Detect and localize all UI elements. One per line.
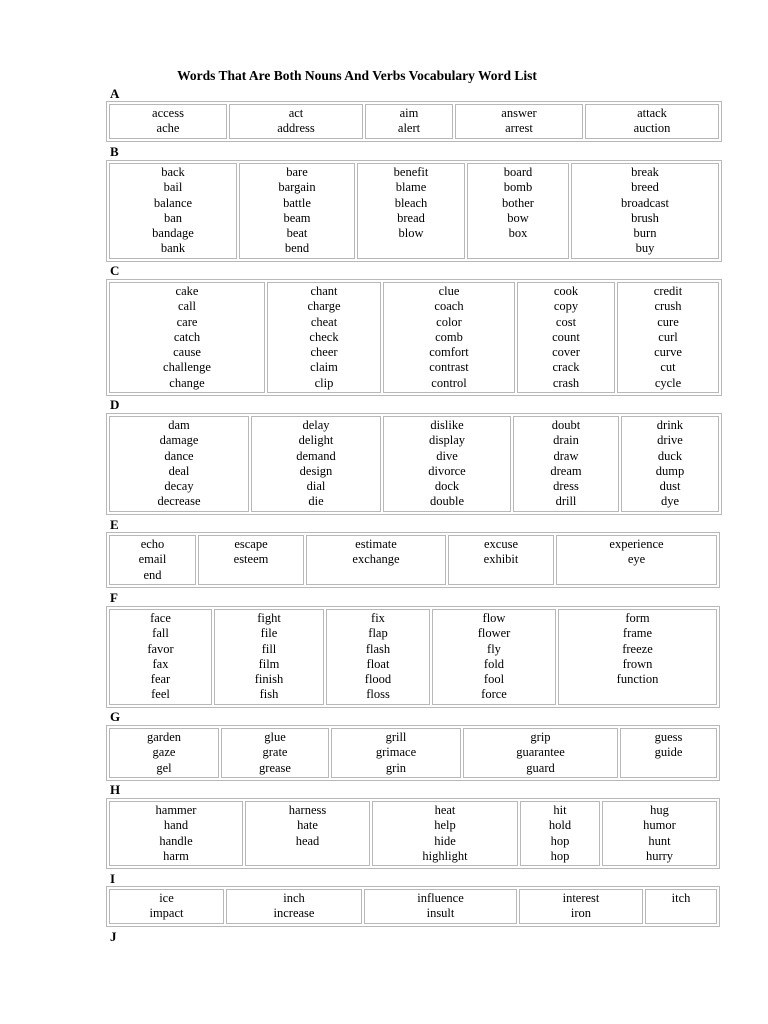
word: hate xyxy=(297,818,318,833)
word-cell xyxy=(267,282,381,393)
word: feel xyxy=(151,687,170,702)
word: echo xyxy=(140,537,165,551)
word: demand xyxy=(296,448,336,463)
word: contrast xyxy=(429,360,469,375)
word-cell xyxy=(226,889,362,924)
word: fish xyxy=(259,687,279,702)
word: beat xyxy=(286,226,308,241)
word: copy xyxy=(553,299,579,314)
word: ice xyxy=(159,891,174,905)
word: delay xyxy=(302,418,330,432)
word: aim xyxy=(399,106,419,120)
word: impact xyxy=(149,906,184,921)
word: change xyxy=(169,375,205,390)
word: bargain xyxy=(278,180,316,195)
word-cell xyxy=(585,104,719,139)
word: clip xyxy=(314,375,334,390)
word: escape xyxy=(234,537,268,551)
word: eye xyxy=(627,552,646,567)
word-cell xyxy=(571,163,719,259)
word: draw xyxy=(553,448,579,463)
word: credit xyxy=(653,284,683,298)
word: benefit xyxy=(393,165,429,179)
word: blame xyxy=(395,180,427,195)
word: care xyxy=(176,314,198,329)
word: flap xyxy=(368,626,388,641)
word-cell xyxy=(109,282,265,393)
word: hand xyxy=(163,818,189,833)
word: heat xyxy=(434,803,456,817)
word: break xyxy=(631,165,659,179)
word: hop xyxy=(550,833,570,848)
word: gaze xyxy=(152,745,176,760)
word: insult xyxy=(426,906,455,921)
word-cell xyxy=(364,889,517,924)
word-cell xyxy=(198,535,304,585)
word: fax xyxy=(152,656,169,671)
word: hit xyxy=(553,803,567,817)
word: drill xyxy=(555,494,577,509)
word: freeze xyxy=(622,641,653,656)
section-letter-i: I xyxy=(110,871,116,886)
word: deal xyxy=(168,463,190,478)
word-cell xyxy=(463,728,618,778)
word: hide xyxy=(434,833,456,848)
word: bend xyxy=(284,241,310,256)
section-letter-e: E xyxy=(110,517,119,532)
word: bank xyxy=(160,241,186,256)
word-table-f xyxy=(106,606,720,708)
word: grate xyxy=(262,745,288,760)
section-letter-b: B xyxy=(110,144,119,159)
word: grease xyxy=(259,760,291,775)
word-cell xyxy=(214,609,324,705)
table-row xyxy=(109,889,717,924)
word-cell xyxy=(372,801,518,866)
word: hug xyxy=(650,803,669,817)
word: display xyxy=(428,433,466,448)
word-cell xyxy=(602,801,717,866)
word: dock xyxy=(434,479,460,494)
word-cell xyxy=(520,801,600,866)
word: bow xyxy=(507,210,529,225)
word: drive xyxy=(657,433,683,448)
word: file xyxy=(260,626,278,641)
word: damage xyxy=(159,433,199,448)
word: guarantee xyxy=(516,745,565,760)
word-cell xyxy=(326,609,430,705)
word-cell xyxy=(621,416,719,512)
word: board xyxy=(503,165,533,179)
word: access xyxy=(152,106,184,120)
word: control xyxy=(431,375,467,390)
word: dress xyxy=(553,479,579,494)
word: bandage xyxy=(152,226,194,241)
word-cell xyxy=(556,535,717,585)
word-cell xyxy=(245,801,370,866)
word-table-c xyxy=(106,279,722,396)
word: fool xyxy=(483,672,505,687)
word: glue xyxy=(264,730,286,744)
section-letter-c: C xyxy=(110,263,120,278)
word: form xyxy=(625,611,650,625)
word: flow xyxy=(482,611,506,625)
word: exhibit xyxy=(483,552,519,567)
word-cell xyxy=(109,609,212,705)
word: email xyxy=(138,552,167,567)
word-cell xyxy=(383,282,515,393)
word: guard xyxy=(526,760,555,775)
word: ache xyxy=(156,121,180,136)
word: fight xyxy=(257,611,281,625)
section-letter-f: F xyxy=(110,590,118,605)
word-cell xyxy=(383,416,511,512)
table-row xyxy=(109,609,717,705)
word: answer xyxy=(501,106,537,120)
word-cell xyxy=(229,104,363,139)
word-cell xyxy=(645,889,717,924)
word: bare xyxy=(286,165,308,179)
word-cell xyxy=(519,889,643,924)
word-cell xyxy=(432,609,556,705)
word: check xyxy=(309,329,339,344)
word: bread xyxy=(397,210,425,225)
word: clue xyxy=(438,284,460,298)
word: iron xyxy=(570,906,592,921)
word: drink xyxy=(656,418,684,432)
section-letter-h: H xyxy=(110,782,121,797)
word: doubt xyxy=(551,418,581,432)
word: fill xyxy=(261,641,277,656)
word: count xyxy=(552,329,580,344)
word: inch xyxy=(283,891,305,905)
word: balance xyxy=(153,195,193,210)
word: cover xyxy=(552,345,580,360)
word: flood xyxy=(364,672,392,687)
word: flower xyxy=(477,626,511,641)
word: cheer xyxy=(310,345,338,360)
word-cell xyxy=(331,728,461,778)
word: cheat xyxy=(310,314,338,329)
word: estimate xyxy=(355,537,397,551)
word: float xyxy=(366,656,390,671)
word-cell xyxy=(448,535,554,585)
word: harness xyxy=(288,803,327,817)
word: highlight xyxy=(422,848,468,863)
word-table-g xyxy=(106,725,720,781)
word: curl xyxy=(658,329,678,344)
word: hold xyxy=(548,818,572,833)
word: dial xyxy=(306,479,326,494)
word: dam xyxy=(168,418,190,432)
word-cell xyxy=(620,728,717,778)
table-row xyxy=(109,801,717,866)
word: divorce xyxy=(428,463,466,478)
word: hammer xyxy=(155,803,197,817)
word-cell xyxy=(365,104,453,139)
word: gel xyxy=(156,760,172,775)
word: die xyxy=(308,494,324,509)
word: influence xyxy=(417,891,464,905)
word-table-b xyxy=(106,160,722,262)
word: design xyxy=(299,463,333,478)
word-cell xyxy=(109,416,249,512)
word: blow xyxy=(398,226,424,241)
word-cell xyxy=(109,104,227,139)
word: beam xyxy=(283,210,311,225)
word: garden xyxy=(146,730,181,744)
word: increase xyxy=(273,906,315,921)
word: end xyxy=(143,567,162,582)
word: brush xyxy=(631,210,659,225)
word: floss xyxy=(366,687,390,702)
section-letter-d: D xyxy=(110,397,120,412)
word: duck xyxy=(657,448,683,463)
word-cell xyxy=(109,163,237,259)
table-row xyxy=(109,728,717,778)
word: bother xyxy=(502,195,534,210)
word: crush xyxy=(654,299,682,314)
word: cut xyxy=(660,360,676,375)
word: head xyxy=(295,833,320,848)
word: hunt xyxy=(648,833,671,848)
word-cell xyxy=(467,163,569,259)
word: double xyxy=(429,494,465,509)
word: bail xyxy=(163,180,183,195)
word: function xyxy=(616,672,659,687)
word: esteem xyxy=(233,552,269,567)
table-row xyxy=(109,104,719,139)
word-cell xyxy=(109,728,219,778)
word-table-h xyxy=(106,798,720,869)
word: cause xyxy=(173,345,201,360)
word: exchange xyxy=(352,552,400,567)
table-row xyxy=(109,163,719,259)
word: fall xyxy=(152,626,169,641)
word: force xyxy=(481,687,507,702)
word: crack xyxy=(552,360,580,375)
word: fix xyxy=(371,611,385,625)
word: attack xyxy=(637,106,667,120)
word: face xyxy=(150,611,171,625)
word: handle xyxy=(159,833,193,848)
word-cell xyxy=(109,535,196,585)
word: back xyxy=(161,165,185,179)
word-table-i xyxy=(106,886,720,927)
word-cell xyxy=(517,282,615,393)
page-title: Words That Are Both Nouns And Verbs Vocabulary Word List xyxy=(177,68,537,83)
word: delight xyxy=(298,433,334,448)
word: dump xyxy=(655,463,685,478)
word: cost xyxy=(555,314,577,329)
word: harm xyxy=(163,848,189,863)
word: buy xyxy=(635,241,655,256)
word-cell xyxy=(239,163,355,259)
word: itch xyxy=(671,891,691,905)
word: comfort xyxy=(429,345,469,360)
word: arrest xyxy=(505,121,533,136)
word: call xyxy=(177,299,197,314)
word: cook xyxy=(553,284,579,298)
word: excuse xyxy=(483,537,518,551)
word: fold xyxy=(483,656,505,671)
word: act xyxy=(288,106,304,120)
word: burn xyxy=(633,226,657,241)
word: film xyxy=(258,656,280,671)
word: hurry xyxy=(645,848,674,863)
word: interest xyxy=(562,891,600,905)
section-letter-j: J xyxy=(110,929,117,944)
word: crash xyxy=(552,375,580,390)
word: finish xyxy=(254,672,284,687)
word: humor xyxy=(643,818,676,833)
word: experience xyxy=(609,537,664,551)
word: catch xyxy=(173,329,201,344)
word: dust xyxy=(659,479,681,494)
word-cell xyxy=(455,104,583,139)
word: dance xyxy=(164,448,194,463)
word: breed xyxy=(631,180,659,195)
word: frown xyxy=(622,656,653,671)
word: grimace xyxy=(375,745,417,760)
word-cell xyxy=(109,889,224,924)
word: flash xyxy=(365,641,391,656)
word: dream xyxy=(550,463,582,478)
word: battle xyxy=(283,195,311,210)
word: alert xyxy=(397,121,421,136)
word-cell xyxy=(357,163,465,259)
word-cell xyxy=(558,609,717,705)
word: help xyxy=(434,818,456,833)
word: grill xyxy=(385,730,407,744)
section-letter-a: A xyxy=(110,86,120,101)
word-table-a xyxy=(106,101,722,142)
word: chant xyxy=(310,284,338,298)
word: favor xyxy=(147,641,174,656)
word: guide xyxy=(654,745,683,760)
word: color xyxy=(436,314,462,329)
word: cake xyxy=(175,284,199,298)
table-row xyxy=(109,535,717,585)
word: guess xyxy=(654,730,683,744)
table-row xyxy=(109,416,719,512)
word: fly xyxy=(487,641,501,656)
word: fear xyxy=(150,672,171,687)
word: ban xyxy=(163,210,183,225)
word: dive xyxy=(436,448,458,463)
word: coach xyxy=(434,299,464,314)
word: box xyxy=(508,226,528,241)
word: address xyxy=(277,121,315,136)
word-cell xyxy=(617,282,719,393)
section-letter-g: G xyxy=(110,709,121,724)
word-cell xyxy=(306,535,446,585)
word: bleach xyxy=(394,195,428,210)
word: broadcast xyxy=(621,195,669,210)
word-table-e xyxy=(106,532,720,588)
word: comb xyxy=(435,329,463,344)
word-table-d xyxy=(106,413,722,515)
word: grin xyxy=(385,760,407,775)
word: bomb xyxy=(503,180,533,195)
word-cell xyxy=(109,801,243,866)
word: cure xyxy=(657,314,679,329)
word: grip xyxy=(530,730,551,744)
word: decrease xyxy=(157,494,201,509)
word: curve xyxy=(654,345,682,360)
word: charge xyxy=(307,299,341,314)
word: decay xyxy=(164,479,194,494)
word: claim xyxy=(310,360,338,375)
word: hop xyxy=(550,848,570,863)
word-cell xyxy=(513,416,619,512)
word: dislike xyxy=(430,418,464,432)
word: cycle xyxy=(654,375,682,390)
word-cell xyxy=(221,728,329,778)
table-row xyxy=(109,282,719,393)
word: challenge xyxy=(163,360,211,375)
word: dye xyxy=(660,494,680,509)
word: auction xyxy=(633,121,671,136)
word-cell xyxy=(251,416,381,512)
word: drain xyxy=(553,433,579,448)
word: frame xyxy=(622,626,653,641)
